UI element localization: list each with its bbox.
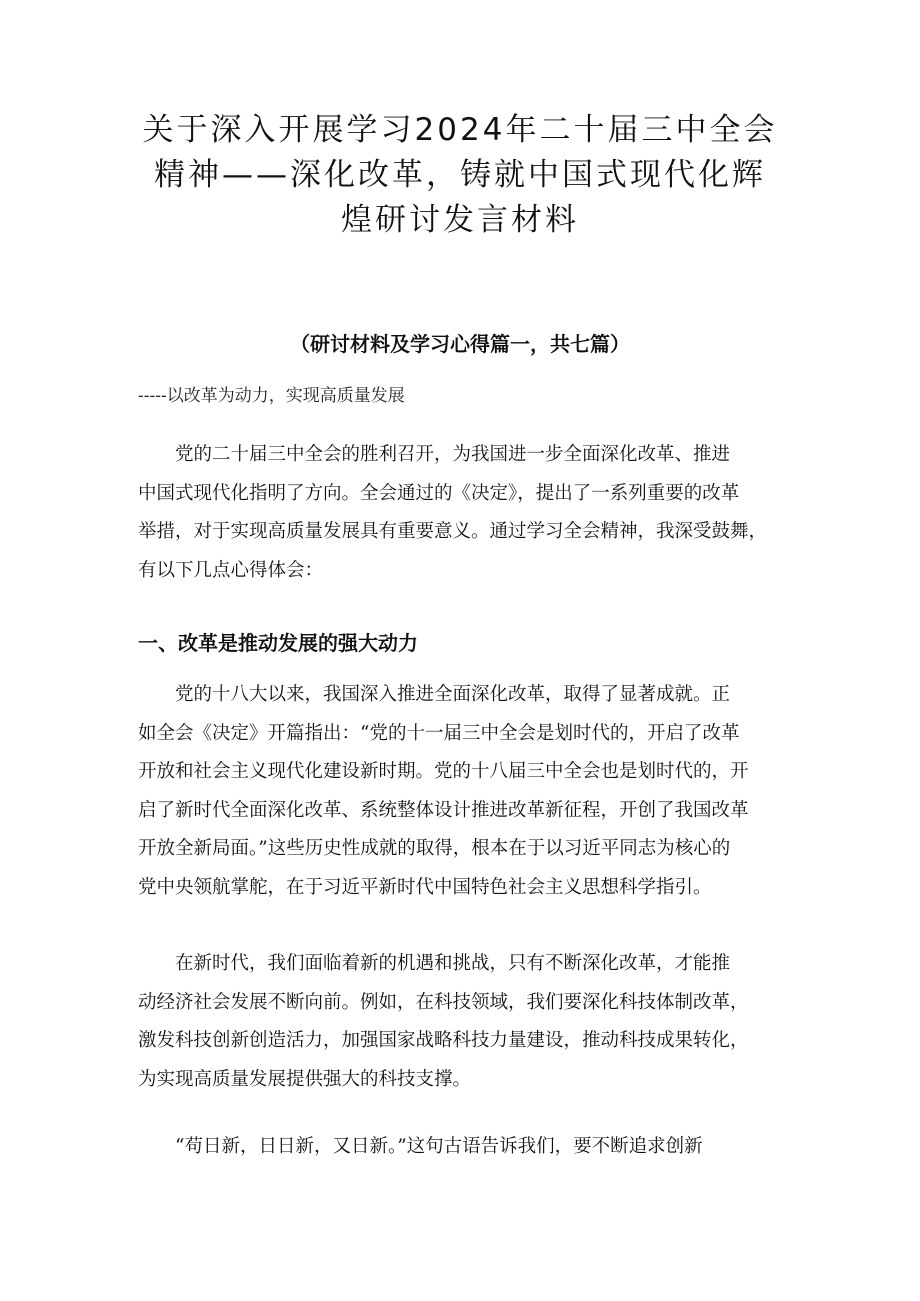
paragraph-line: 动经济社会发展不断向前。例如，在科技领域，我们要深化科技体制改革， xyxy=(138,991,749,1013)
section-paragraph-1 xyxy=(138,676,790,907)
paragraph-line: 如全会《决定》开篇指出：“党的十一届三中全会是划时代的，开启了改革 xyxy=(138,722,740,744)
paragraph-line: 在新时代，我们面临着新的机遇和挑战，只有不断深化改革，才能推 xyxy=(138,953,731,974)
paragraph-line: “苟日新，日日新，又日新。”这句古语告诉我们，要不断追求创新 xyxy=(138,1136,703,1157)
paragraph-line: 启了新时代全面深化改革、系统整体设计推进改革新征程，开创了我国改革 xyxy=(138,799,749,821)
document-title xyxy=(120,108,800,243)
document-subtitle: （研讨材料及学习心得篇一，共七篇） xyxy=(290,332,630,356)
title-line: 关于深入开展学习2024年二十届三中全会 xyxy=(142,112,778,148)
document-motto: -----以改革为动力，实现高质量发展 xyxy=(138,386,405,406)
paragraph-line: 有以下几点心得体会： xyxy=(138,559,324,581)
paragraph-line: 为实现高质量发展提供强大的科技支撑。 xyxy=(138,1068,472,1090)
paragraph-line: 党的二十届三中全会的胜利召开，为我国进一步全面深化改革、推进 xyxy=(138,444,731,465)
paragraph-line: 开放和社会主义现代化建设新时期。党的十八届三中全会也是划时代的，开 xyxy=(138,761,749,782)
paragraph-line: 举措，对于实现高质量发展具有重要意义。通过学习全会精神，我深受鼓舞， xyxy=(138,521,768,542)
paragraph-line: 激发科技创新创造活力，加强国家战略科技力量建设，推动科技成果转化， xyxy=(138,1030,749,1051)
paragraph-line: 开放全新局面。”这些历史性成就的取得，根本在于以习近平同志为核心的 xyxy=(138,838,731,859)
intro-paragraph xyxy=(138,436,790,590)
paragraph-line: 中国式现代化指明了方向。全会通过的《决定》，提出了一系列重要的改革 xyxy=(138,482,740,504)
paragraph-line: 党中央领航掌舵，在于习近平新时代中国特色社会主义思想科学指引。 xyxy=(138,876,712,898)
title-line: 煌研讨发言材料 xyxy=(341,202,579,238)
section-heading: 一、改革是推动发展的强大动力 xyxy=(138,631,418,655)
paragraph-line: 党的十八大以来，我国深入推进全面深化改革，取得了显著成就。正 xyxy=(138,684,731,705)
title-line: 精神——深化改革，铸就中国式现代化辉 xyxy=(154,157,766,193)
section-paragraph-2 xyxy=(138,945,790,1099)
section-paragraph-3 xyxy=(138,1128,790,1167)
